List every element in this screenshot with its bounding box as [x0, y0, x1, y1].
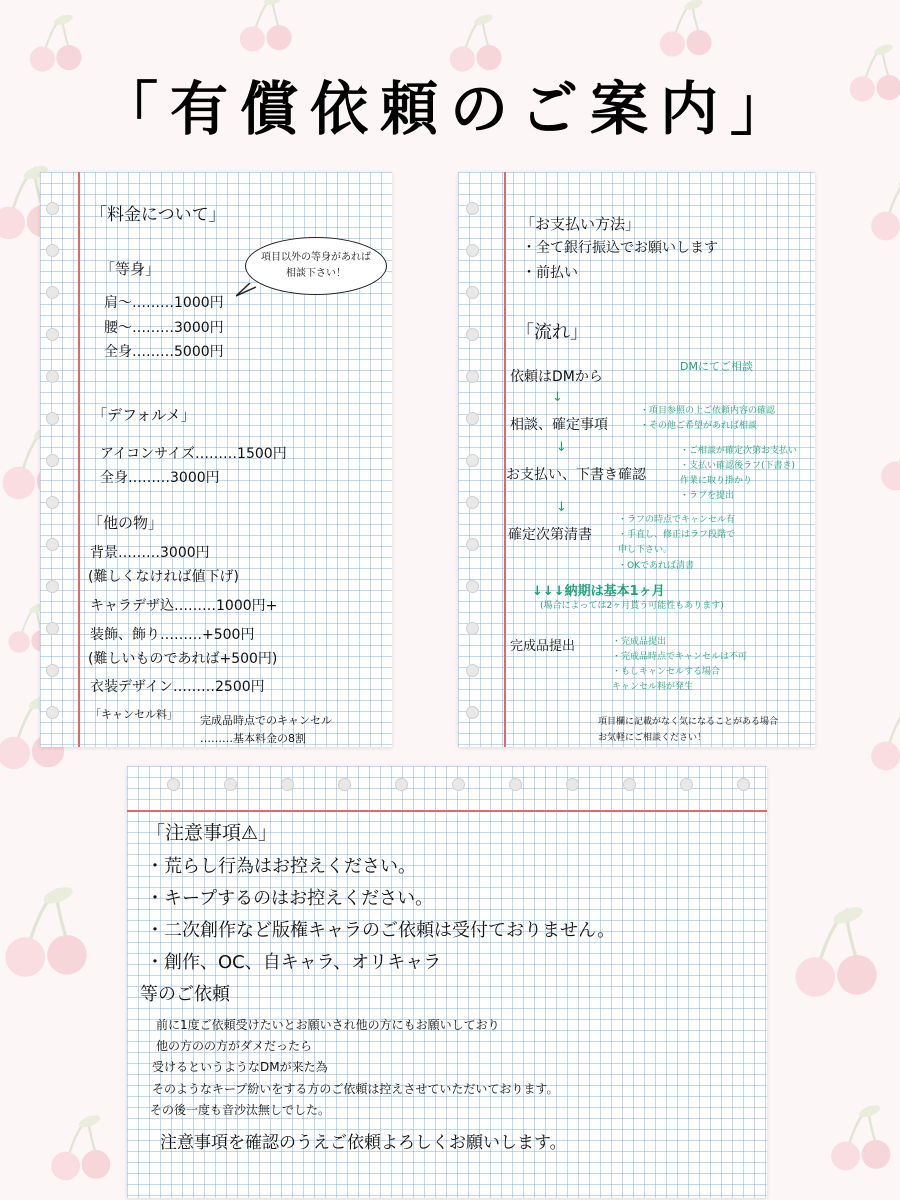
- notes-item-2: ・キープするのはお控えください。: [146, 888, 434, 909]
- cherry-icon: [870, 420, 900, 500]
- notes-story-2: 他の方のの方がダメだったら: [156, 1039, 313, 1053]
- notes-story-5: その後一度も音沙汰無しでした。: [150, 1103, 331, 1117]
- deadline-note: (場合によっては2ヶ月貰う可能性もあります): [540, 601, 724, 611]
- other-item-6: 衣装デザイン………2500円: [90, 679, 265, 695]
- deform-item-2: 全身………3000円: [100, 470, 220, 486]
- flow-footer-1: 項目欄に記載がなく気になることがある場合: [598, 717, 779, 727]
- other-item-1: 背景………3000円: [90, 545, 210, 561]
- bubble-line-1: 項目以外の等身があれば: [261, 252, 371, 263]
- notes-closing: 注意事項を確認のうえご依頼よろしくお願いします。: [160, 1133, 567, 1153]
- notes-item-suffix: 等のご依頼: [140, 984, 230, 1005]
- flow-step-5: 完成品提出: [510, 639, 576, 654]
- notes-story-1: 前に1度ご依頼受けたいとお願いされ他の方にもお願いしており: [156, 1018, 500, 1032]
- speech-bubble-tail: [236, 283, 258, 297]
- other-item-4: 装飾、飾り………+500円: [90, 627, 255, 643]
- flow-step-5-note-1: ・完成品提出: [612, 637, 667, 647]
- bubble-line-2: 相談下さい！: [286, 268, 346, 279]
- flow-step-2-note-1: ・項目参照の上ご依頼内容の確認: [640, 406, 776, 416]
- flow-footer-2: お気軽にご相談ください！: [598, 733, 707, 743]
- flow-heading: 「流れ」: [516, 322, 588, 343]
- flow-step-4-note-1: ・ラフの時点でキャンセル有: [618, 515, 736, 525]
- flow-step-4: 確定次第清書: [508, 527, 592, 543]
- notes-heading: 「注意事項⚠」: [146, 822, 278, 844]
- flow-step-5-note-4: キャンセル料が発生: [612, 682, 694, 692]
- page-title: 「有償依頼のご案内」: [99, 75, 800, 143]
- flow-step-3: お支払い、下書き確認: [506, 467, 646, 483]
- toushin-item-3: 全身………5000円: [104, 344, 224, 360]
- down-arrow-icon: ↓: [556, 440, 567, 455]
- pricing-heading: 「料金について」: [90, 205, 226, 225]
- payment-item-2: ・前払い: [522, 265, 578, 281]
- cherry-icon: [0, 880, 100, 990]
- deadline-text: ↓↓↓納期は基本1ヶ月: [532, 584, 665, 599]
- down-arrow-icon: ↓: [552, 390, 563, 405]
- cherry-icon: [820, 1100, 900, 1180]
- cherry-icon: [780, 900, 890, 1010]
- cherry-icon: [40, 1110, 120, 1190]
- cherry-icon: [860, 170, 900, 250]
- cherry-icon: [860, 700, 900, 780]
- notes-story-4: そのようなキープ紛いをする方のご依頼は控えさせていただいております。: [152, 1082, 559, 1096]
- toushin-heading: 「等身」: [100, 260, 161, 278]
- other-heading: 「他の物」: [88, 514, 164, 532]
- deform-item-1: アイコンサイズ………1500円: [100, 446, 287, 462]
- flow-step-3-note-3: 作業に取り掛かり: [680, 476, 753, 486]
- flow-step-5-note-2: ・完成品時点でキャンセルは不可: [612, 652, 748, 662]
- notes-item-3: ・二次創作など版権キャラのご依頼は受付ておりません。: [146, 920, 616, 941]
- flow-step-4-note-2: ・手直し、修正はラフ段階で: [618, 530, 736, 540]
- flow-step-2: 相談、確定事項: [510, 417, 608, 433]
- flow-step-3-note-1: ・ご相談が確定次第お支払い: [680, 446, 798, 456]
- toushin-item-2: 腰～………3000円: [104, 320, 224, 336]
- payment-item-1: ・全て銀行振込でお願いします: [522, 240, 718, 256]
- speech-bubble: [245, 237, 387, 295]
- cancel-line-2: ………基本料金の8割: [200, 732, 306, 745]
- notes-story-3: 受けるというようなDMが来た為: [152, 1060, 328, 1074]
- payment-heading: 「お支払い方法」: [520, 215, 641, 233]
- other-item-2: (難しくなければ値下げ): [88, 569, 239, 585]
- notes-item-4: ・創作、OC、自キャラ、オリキャラ: [146, 952, 442, 973]
- cherry-icon: [230, 0, 300, 60]
- flow-step-3-note-4: ・ラフを提出: [680, 491, 735, 501]
- flow-step-1-note: DMにてご相談: [680, 360, 753, 373]
- cancel-heading: 「キャンセル料」: [90, 708, 178, 721]
- cherry-icon: [650, 0, 720, 65]
- flow-step-5-note-3: ・もしキャンセルする場合: [612, 667, 721, 677]
- notes-item-1: ・荒らし行為はお控えください。: [146, 856, 416, 877]
- flow-step-4-note-4: ・OKであれば清書: [618, 561, 694, 571]
- deform-heading: 「デフォルメ」: [92, 406, 196, 424]
- other-item-3: キャラデザ込………1000円+: [90, 598, 278, 614]
- flow-step-4-note-3: 申し下さい。: [618, 545, 673, 555]
- flow-step-1: 依頼はDMから: [510, 369, 603, 385]
- toushin-item-1: 肩～………1000円: [104, 295, 224, 311]
- other-item-5: (難しいものであれば+500円): [88, 651, 278, 667]
- cancel-line-1: 完成品時点でのキャンセル: [200, 714, 332, 727]
- flow-step-3-note-2: ・支払い確認後ラフ(下書き): [680, 461, 796, 471]
- flow-step-2-note-2: ・その他ご希望があれば相談: [640, 421, 758, 431]
- down-arrow-icon: ↓: [556, 500, 567, 515]
